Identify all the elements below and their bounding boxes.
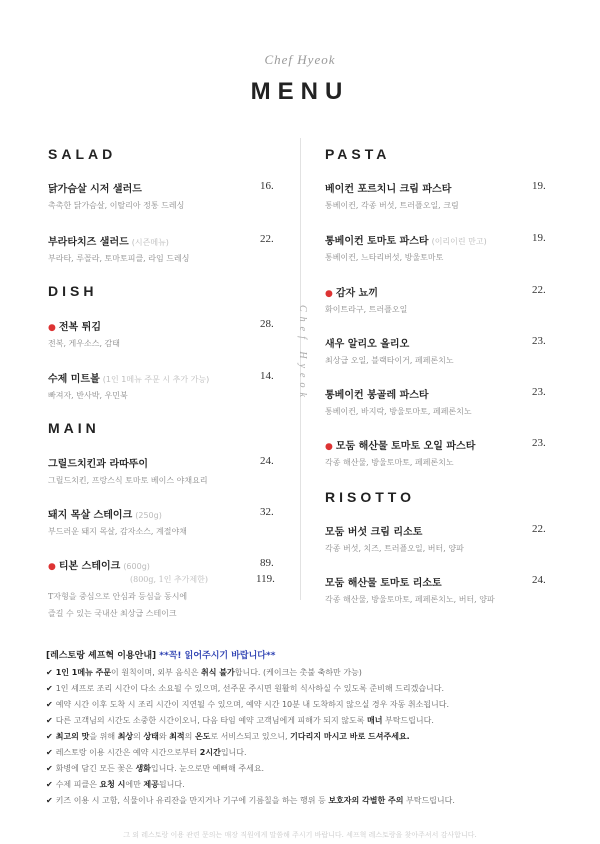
item-price: 14. xyxy=(260,370,274,382)
recommend-star-icon: ● xyxy=(325,289,333,299)
item-price: 16. xyxy=(260,180,274,192)
item-name: 베이컨 포르치니 크림 파스타 xyxy=(325,184,452,195)
item-name: 티본 스테이크 xyxy=(58,561,121,572)
usage-notice xyxy=(46,648,566,809)
recommend-star-icon: ● xyxy=(325,442,333,452)
menu-item xyxy=(48,557,274,621)
item-desc: 전복, 게우소스, 감태 xyxy=(48,339,120,348)
item-name: 통베이컨 토마토 파스타 xyxy=(325,236,429,247)
check-icon: ✔ xyxy=(46,796,53,805)
item-name: 모둠 버섯 크림 리소토 xyxy=(325,527,423,538)
item-price: 22. xyxy=(532,284,546,296)
item-sub-price: 119. xyxy=(256,573,275,585)
notice-line: ✔ 1인 1메뉴 주문이 원칙이며, 외부 음식은 취식 불가합니다. (케이크는 촛불 축하만 가능) xyxy=(46,668,362,677)
section-dish: DISH xyxy=(48,283,98,299)
notice-line: ✔ 키즈 이용 시 고함, 식물이나 유리잔을 만지거나 기구에 기름칠을 하는 행위 등 보호자의 각별한 주의 부탁드립니다. xyxy=(46,796,455,805)
item-desc: 부라타, 루꼴라, 토마토피클, 라임 드레싱 xyxy=(48,254,190,263)
item-desc: 최상급 오일, 블랙타이거, 페페론치노 xyxy=(325,356,454,365)
notice-line: ✔ 최고의 맛을 위해 최상의 상태와 최적의 온도로 서비스되고 있으니, 기다리지 마시고 바로 드셔주세요. xyxy=(46,732,410,741)
menu-item xyxy=(325,335,547,366)
item-name: 그릴드치킨과 라따뚜이 xyxy=(48,459,149,470)
section-pasta: PASTA xyxy=(325,146,391,162)
notice-line: ✔ 예약 시간 이후 도착 시 조리 시간이 지연될 수 있으며, 예약 시간 10분 내 도착하지 않으실 경우 자동 취소됩니다. xyxy=(46,700,450,709)
item-price: 23. xyxy=(532,437,546,449)
menu-item xyxy=(48,455,274,486)
item-desc: 통베이컨, 느타리버섯, 방울토마토 xyxy=(325,253,444,262)
item-name: 감자 뇨끼 xyxy=(335,288,378,299)
item-name: 돼지 목살 스테이크 xyxy=(48,510,133,521)
item-price: 32. xyxy=(260,506,274,518)
footer-note: 그 외 레스토랑 이용 관련 문의는 매장 직원에게 말씀해 주시기 바랍니다. 셰프혁 레스토랑을 찾아주셔서 감사합니다. xyxy=(123,831,477,839)
item-desc: 각종 해산물, 방울토마토, 페페론치노 xyxy=(325,458,454,467)
recommend-star-icon: ● xyxy=(48,323,56,333)
item-desc: 각종 해산물, 방울토마토, 페페론치노, 버터, 양파 xyxy=(325,595,495,604)
menu-item xyxy=(325,523,547,554)
notice-line: ✔ 레스토랑 이용 시간은 예약 시간으로부터 2시간입니다. xyxy=(46,748,247,757)
item-price: 22. xyxy=(260,233,274,245)
menu-item xyxy=(48,180,274,211)
item-desc: 각종 버섯, 치즈, 트러플오일, 버터, 양파 xyxy=(325,544,464,553)
item-name: 모둠 해산물 토마토 리소토 xyxy=(325,578,442,589)
item-desc: 통베이컨, 각종 버섯, 트러플오일, 크림 xyxy=(325,201,459,210)
item-desc: 그릴드치킨, 프랑스식 토마토 베이스 야채요리 xyxy=(48,476,208,485)
item-desc: 통베이컨, 바지락, 방울토마토, 페페론치노 xyxy=(325,407,472,416)
menu-item xyxy=(48,318,274,349)
check-icon: ✔ xyxy=(46,764,53,773)
menu-item xyxy=(48,506,274,537)
check-icon: ✔ xyxy=(46,684,53,693)
item-name: 통베이컨 봉골레 파스타 xyxy=(325,390,429,401)
notice-emphasis: **꼭! 읽어주시기 바랍니다** xyxy=(159,651,276,661)
check-icon: ✔ xyxy=(46,700,53,709)
section-salad: SALAD xyxy=(48,146,117,162)
menu-item xyxy=(325,284,547,315)
menu-item xyxy=(325,437,547,468)
menu-item xyxy=(48,370,274,401)
item-name: 전복 튀김 xyxy=(58,322,101,333)
item-note: (250g) xyxy=(135,511,162,520)
item-price: 28. xyxy=(260,318,274,330)
item-price: 24. xyxy=(260,455,274,467)
item-name: 닭가슴살 시저 샐러드 xyxy=(48,184,142,195)
item-note: (이리이린 만고) xyxy=(431,237,487,246)
item-price: 23. xyxy=(532,335,546,347)
notice-title: [레스토랑 셰프혁 이용안내] xyxy=(46,651,157,661)
item-name: 부라타치즈 샐러드 xyxy=(48,237,129,248)
item-name: 수제 미트볼 xyxy=(48,374,100,385)
item-desc: 부드러운 돼지 목살, 감자소스, 계절야채 xyxy=(48,527,187,536)
section-risotto: RISOTTO xyxy=(325,489,415,505)
menu-item xyxy=(48,233,274,264)
menu-item xyxy=(325,386,547,417)
check-icon: ✔ xyxy=(46,668,53,677)
notice-line: ✔ 수제 피클은 요청 시에만 제공됩니다. xyxy=(46,780,185,789)
item-name: 모둠 해산물 토마토 오일 파스타 xyxy=(335,441,476,452)
check-icon: ✔ xyxy=(46,716,53,725)
menu-item xyxy=(325,574,547,605)
item-desc: 화이트라구, 트러플오일 xyxy=(325,305,408,314)
page-title: MENU xyxy=(250,78,350,105)
notice-line: ✔ 화병에 담긴 모든 꽃은 생화입니다. 눈으로만 예뻐해 주세요. xyxy=(46,764,265,773)
item-price: 24. xyxy=(532,574,546,586)
check-icon: ✔ xyxy=(46,732,53,741)
item-sub-note: (800g, 1인 추가제한) xyxy=(130,575,208,584)
recommend-star-icon: ● xyxy=(48,562,56,572)
item-desc: 즐길 수 있는 국내산 최상급 스테이크 xyxy=(48,609,177,618)
check-icon: ✔ xyxy=(46,748,53,757)
notice-line: ✔ 다른 고객님의 시간도 소중한 시간이오니, 다음 타임 예약 고객님에게 피해가 되지 않도록 매너 부탁드립니다. xyxy=(46,716,434,725)
item-desc: 빠져자, 반사박, 우민북 xyxy=(48,391,128,400)
item-price: 19. xyxy=(532,180,546,192)
menu-item xyxy=(325,180,547,211)
item-price: 89. xyxy=(260,557,274,569)
section-main: MAIN xyxy=(48,420,100,436)
menu-item xyxy=(325,232,547,263)
item-price: 23. xyxy=(532,386,546,398)
item-desc: T자형을 중심으로 안심과 등심을 동시에 xyxy=(48,592,188,601)
item-price: 19. xyxy=(532,232,546,244)
notice-line: ✔ 1인 셰프로 조리 시간이 다소 소요될 수 있으며, 선주문 주시면 원활히 식사하실 수 있도록 준비해 드리겠습니다. xyxy=(46,684,445,693)
brand-name: Chef Hyeok xyxy=(264,52,336,67)
check-icon: ✔ xyxy=(46,780,53,789)
item-note: (시즌메뉴) xyxy=(131,238,169,247)
item-price: 22. xyxy=(532,523,546,535)
item-desc: 촉촉한 닭가슴살, 이탈리아 정통 드레싱 xyxy=(48,201,185,210)
vertical-brand: Chef Hyeok xyxy=(297,305,308,402)
item-name: 새우 알리오 올리오 xyxy=(325,339,410,350)
item-note: (1인 1메뉴 주문 시 추가 가능) xyxy=(102,375,210,384)
item-note: (600g) xyxy=(123,562,150,571)
